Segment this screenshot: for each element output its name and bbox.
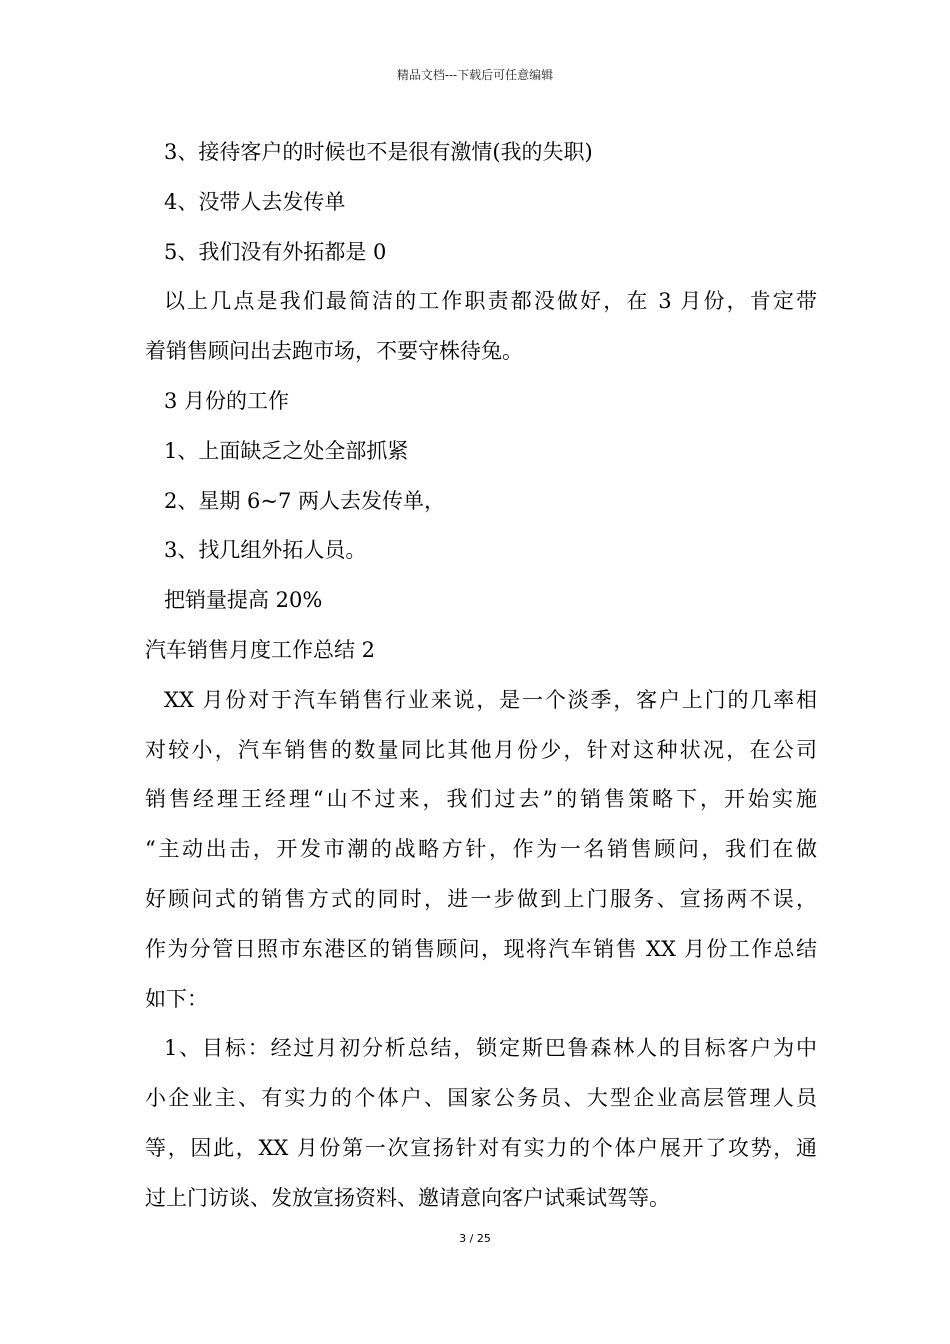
body-text (145, 128, 817, 1224)
list-item: 4、没带人去发传单 (164, 189, 346, 214)
paragraph-line: 把销量提高 20% (164, 588, 323, 613)
paragraph-line: “主动出击，开发市潮的战略方针，作为一名销售顾问，我们在做 (145, 837, 817, 862)
paragraph-line: 以上几点是我们最简洁的工作职责都没做好，在 3 月份，肯定带 (164, 289, 817, 314)
article-title: 汽车销售月度工作总结 2 (145, 637, 376, 662)
paragraph-line: 销售经理王经理“山不过来，我们过去”的销售策略下，开始实施 (145, 787, 817, 812)
paragraph-line: 等，因此，XX 月份第一次宣扬针对有实力的个体户展开了攻势，通 (145, 1135, 817, 1160)
paragraph-line: 小企业主、有实力的个体户、国家公务员、大型企业高层管理人员 (145, 1086, 817, 1111)
header-note: 精品文档---下载后可任意编辑 (396, 68, 554, 82)
list-item: 2、星期 6~7 两人去发传单， (164, 488, 446, 513)
paragraph-line: 过上门访谈、发放宣扬资料、邀请意向客户试乘试驾等。 (145, 1185, 670, 1210)
paragraph-line: 好顾问式的销售方式的同时，进一步做到上门服务、宣扬两不误， (145, 886, 817, 911)
paragraph-line: XX 月份对于汽车销售行业来说，是一个淡季，客户上门的几率相 (164, 687, 817, 712)
paragraph-line: 对较小，汽车销售的数量同比其他月份少，针对这种状况，在公司 (145, 737, 817, 762)
page-number: 3 / 25 (459, 1232, 491, 1245)
list-item: 3、接待客户的时候也不是很有激情(我的失职) (164, 140, 593, 164)
list-item: 3、找几组外拓人员。 (164, 538, 367, 563)
paragraph-line: 1、目标：经过月初分析总结，锁定斯巴鲁森林人的目标客户为中 (164, 1036, 817, 1061)
paragraph-line: 作为分管日照市东港区的销售顾问，现将汽车销售 XX 月份工作总结 (145, 936, 817, 961)
paragraph-line: 着销售顾问出去跑市场，不要守株待兔。 (145, 339, 523, 364)
list-item: 1、上面缺乏之处全部抓紧 (164, 438, 409, 463)
section-heading: 3 月份的工作 (164, 388, 290, 413)
paragraph-line: 如下： (145, 986, 208, 1011)
list-item: 5、我们没有外拓都是 0 (164, 239, 387, 264)
